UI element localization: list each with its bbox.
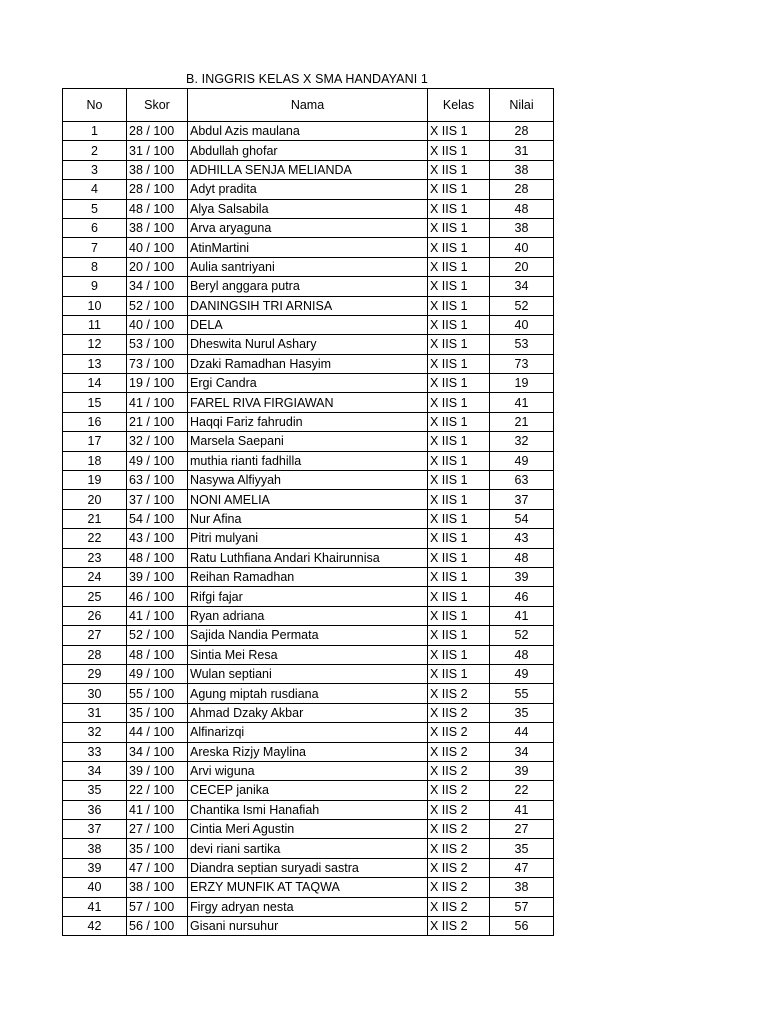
- cell-nilai: 41: [490, 393, 554, 412]
- cell-no: 13: [63, 354, 127, 373]
- cell-kelas: X IIS 2: [428, 800, 490, 819]
- cell-no: 34: [63, 761, 127, 780]
- cell-skor: 39 / 100: [127, 761, 188, 780]
- cell-no: 39: [63, 858, 127, 877]
- table-row: [63, 393, 554, 412]
- table-row: [63, 645, 554, 664]
- cell-nama: devi riani sartika: [188, 839, 428, 858]
- cell-skor: 43 / 100: [127, 529, 188, 548]
- cell-nama: Haqqi Fariz fahrudin: [188, 412, 428, 431]
- cell-no: 5: [63, 199, 127, 218]
- cell-nama: Dzaki Ramadhan Hasyim: [188, 354, 428, 373]
- cell-nama: Chantika Ismi Hanafiah: [188, 800, 428, 819]
- cell-kelas: X IIS 1: [428, 199, 490, 218]
- table-row: [63, 335, 554, 354]
- cell-skor: 38 / 100: [127, 878, 188, 897]
- cell-nilai: 46: [490, 587, 554, 606]
- cell-skor: 34 / 100: [127, 277, 188, 296]
- cell-skor: 56 / 100: [127, 917, 188, 936]
- cell-kelas: X IIS 2: [428, 878, 490, 897]
- cell-no: 16: [63, 412, 127, 431]
- cell-nama: Ratu Luthfiana Andari Khairunnisa: [188, 548, 428, 567]
- cell-no: 18: [63, 451, 127, 470]
- cell-nama: AtinMartini: [188, 238, 428, 257]
- cell-nilai: 56: [490, 917, 554, 936]
- cell-nama: ERZY MUNFIK AT TAQWA: [188, 878, 428, 897]
- cell-nilai: 63: [490, 471, 554, 490]
- cell-nama: Gisani nursuhur: [188, 917, 428, 936]
- cell-nama: Dheswita Nurul Ashary: [188, 335, 428, 354]
- header-nama: Nama: [188, 89, 428, 122]
- cell-nama: Abdullah ghofar: [188, 141, 428, 160]
- cell-skor: 47 / 100: [127, 858, 188, 877]
- header-nilai: Nilai: [490, 89, 554, 122]
- cell-kelas: X IIS 1: [428, 509, 490, 528]
- cell-no: 35: [63, 781, 127, 800]
- cell-skor: 48 / 100: [127, 645, 188, 664]
- cell-nama: Adyt pradita: [188, 180, 428, 199]
- cell-kelas: X IIS 1: [428, 218, 490, 237]
- cell-skor: 53 / 100: [127, 335, 188, 354]
- cell-nama: Arva aryaguna: [188, 218, 428, 237]
- table-header-row: [63, 89, 554, 122]
- cell-kelas: X IIS 1: [428, 180, 490, 199]
- table-row: [63, 354, 554, 373]
- cell-no: 25: [63, 587, 127, 606]
- table-row: [63, 723, 554, 742]
- cell-skor: 54 / 100: [127, 509, 188, 528]
- cell-nilai: 40: [490, 238, 554, 257]
- cell-nilai: 28: [490, 180, 554, 199]
- table-row: [63, 606, 554, 625]
- cell-nilai: 41: [490, 606, 554, 625]
- cell-nilai: 73: [490, 354, 554, 373]
- table-row: [63, 897, 554, 916]
- cell-no: 17: [63, 432, 127, 451]
- cell-no: 11: [63, 315, 127, 334]
- table-row: [63, 199, 554, 218]
- cell-skor: 63 / 100: [127, 471, 188, 490]
- cell-nilai: 44: [490, 723, 554, 742]
- cell-nilai: 34: [490, 742, 554, 761]
- cell-nama: Nur Afina: [188, 509, 428, 528]
- table-row: [63, 451, 554, 470]
- cell-skor: 55 / 100: [127, 684, 188, 703]
- cell-no: 9: [63, 277, 127, 296]
- cell-skor: 73 / 100: [127, 354, 188, 373]
- cell-nilai: 38: [490, 218, 554, 237]
- cell-no: 1: [63, 122, 127, 141]
- cell-kelas: X IIS 1: [428, 315, 490, 334]
- cell-kelas: X IIS 1: [428, 664, 490, 683]
- cell-kelas: X IIS 1: [428, 374, 490, 393]
- page-title: B. INGGRIS KELAS X SMA HANDAYANI 1: [186, 72, 428, 86]
- cell-nilai: 52: [490, 296, 554, 315]
- table-row: [63, 761, 554, 780]
- table-row: [63, 257, 554, 276]
- header-skor: Skor: [127, 89, 188, 122]
- cell-no: 12: [63, 335, 127, 354]
- cell-nama: Ryan adriana: [188, 606, 428, 625]
- cell-kelas: X IIS 2: [428, 917, 490, 936]
- cell-no: 38: [63, 839, 127, 858]
- cell-kelas: X IIS 1: [428, 645, 490, 664]
- cell-no: 24: [63, 567, 127, 586]
- cell-no: 14: [63, 374, 127, 393]
- cell-kelas: X IIS 1: [428, 257, 490, 276]
- cell-nilai: 48: [490, 645, 554, 664]
- cell-nama: Beryl anggara putra: [188, 277, 428, 296]
- cell-skor: 46 / 100: [127, 587, 188, 606]
- cell-nama: Alfinarizqi: [188, 723, 428, 742]
- cell-skor: 41 / 100: [127, 393, 188, 412]
- cell-skor: 28 / 100: [127, 122, 188, 141]
- cell-nilai: 22: [490, 781, 554, 800]
- cell-no: 20: [63, 490, 127, 509]
- cell-kelas: X IIS 2: [428, 897, 490, 916]
- cell-skor: 48 / 100: [127, 548, 188, 567]
- cell-nama: Aulia santriyani: [188, 257, 428, 276]
- cell-nilai: 20: [490, 257, 554, 276]
- cell-kelas: X IIS 1: [428, 626, 490, 645]
- table-row: [63, 839, 554, 858]
- cell-nilai: 37: [490, 490, 554, 509]
- cell-nama: Rifgi fajar: [188, 587, 428, 606]
- cell-skor: 44 / 100: [127, 723, 188, 742]
- cell-kelas: X IIS 1: [428, 122, 490, 141]
- cell-skor: 41 / 100: [127, 606, 188, 625]
- cell-skor: 21 / 100: [127, 412, 188, 431]
- table-body: [63, 122, 554, 936]
- cell-nama: Sajida Nandia Permata: [188, 626, 428, 645]
- cell-nama: Alya Salsabila: [188, 199, 428, 218]
- cell-kelas: X IIS 1: [428, 432, 490, 451]
- cell-nilai: 47: [490, 858, 554, 877]
- cell-nama: muthia rianti fadhilla: [188, 451, 428, 470]
- cell-kelas: X IIS 2: [428, 839, 490, 858]
- cell-nama: Nasywa Alfiyyah: [188, 471, 428, 490]
- table-row: [63, 548, 554, 567]
- table-row: [63, 141, 554, 160]
- cell-nama: Diandra septian suryadi sastra: [188, 858, 428, 877]
- cell-nilai: 57: [490, 897, 554, 916]
- cell-skor: 49 / 100: [127, 451, 188, 470]
- cell-no: 28: [63, 645, 127, 664]
- cell-skor: 38 / 100: [127, 218, 188, 237]
- cell-skor: 57 / 100: [127, 897, 188, 916]
- cell-skor: 32 / 100: [127, 432, 188, 451]
- cell-nilai: 28: [490, 122, 554, 141]
- table-row: [63, 180, 554, 199]
- cell-kelas: X IIS 1: [428, 490, 490, 509]
- cell-nama: Cintia Meri Agustin: [188, 820, 428, 839]
- cell-nama: Reihan Ramadhan: [188, 567, 428, 586]
- table-row: [63, 878, 554, 897]
- header-no: No: [63, 89, 127, 122]
- cell-nama: Wulan septiani: [188, 664, 428, 683]
- table-row: [63, 626, 554, 645]
- table-row: [63, 664, 554, 683]
- table-row: [63, 781, 554, 800]
- cell-nilai: 53: [490, 335, 554, 354]
- cell-nilai: 35: [490, 839, 554, 858]
- cell-kelas: X IIS 1: [428, 335, 490, 354]
- cell-no: 10: [63, 296, 127, 315]
- table-row: [63, 160, 554, 179]
- cell-nama: ADHILLA SENJA MELIANDA: [188, 160, 428, 179]
- cell-skor: 52 / 100: [127, 626, 188, 645]
- cell-kelas: X IIS 1: [428, 412, 490, 431]
- cell-nilai: 41: [490, 800, 554, 819]
- cell-skor: 52 / 100: [127, 296, 188, 315]
- cell-kelas: X IIS 1: [428, 548, 490, 567]
- cell-no: 27: [63, 626, 127, 645]
- table-row: [63, 277, 554, 296]
- table-row: [63, 858, 554, 877]
- cell-no: 23: [63, 548, 127, 567]
- cell-nilai: 39: [490, 761, 554, 780]
- cell-no: 40: [63, 878, 127, 897]
- table-row: [63, 471, 554, 490]
- cell-nilai: 38: [490, 160, 554, 179]
- cell-skor: 19 / 100: [127, 374, 188, 393]
- cell-nilai: 31: [490, 141, 554, 160]
- cell-no: 22: [63, 529, 127, 548]
- table-row: [63, 917, 554, 936]
- cell-nama: Areska Rizjy Maylina: [188, 742, 428, 761]
- cell-nilai: 55: [490, 684, 554, 703]
- cell-kelas: X IIS 2: [428, 703, 490, 722]
- cell-no: 41: [63, 897, 127, 916]
- cell-skor: 38 / 100: [127, 160, 188, 179]
- cell-nilai: 21: [490, 412, 554, 431]
- table-row: [63, 490, 554, 509]
- cell-kelas: X IIS 1: [428, 567, 490, 586]
- cell-kelas: X IIS 1: [428, 529, 490, 548]
- cell-nilai: 52: [490, 626, 554, 645]
- cell-kelas: X IIS 2: [428, 723, 490, 742]
- table-row: [63, 315, 554, 334]
- table-row: [63, 800, 554, 819]
- cell-skor: 40 / 100: [127, 238, 188, 257]
- cell-kelas: X IIS 1: [428, 238, 490, 257]
- table-row: [63, 529, 554, 548]
- table-row: [63, 587, 554, 606]
- cell-kelas: X IIS 1: [428, 451, 490, 470]
- cell-kelas: X IIS 2: [428, 761, 490, 780]
- cell-nama: Ergi Candra: [188, 374, 428, 393]
- cell-no: 8: [63, 257, 127, 276]
- cell-kelas: X IIS 1: [428, 606, 490, 625]
- cell-kelas: X IIS 1: [428, 471, 490, 490]
- cell-no: 36: [63, 800, 127, 819]
- cell-no: 42: [63, 917, 127, 936]
- cell-no: 15: [63, 393, 127, 412]
- cell-skor: 20 / 100: [127, 257, 188, 276]
- cell-skor: 48 / 100: [127, 199, 188, 218]
- cell-skor: 34 / 100: [127, 742, 188, 761]
- cell-nilai: 43: [490, 529, 554, 548]
- cell-nama: Sintia Mei Resa: [188, 645, 428, 664]
- cell-nilai: 27: [490, 820, 554, 839]
- cell-nilai: 34: [490, 277, 554, 296]
- cell-nama: DANINGSIH TRI ARNISA: [188, 296, 428, 315]
- cell-skor: 40 / 100: [127, 315, 188, 334]
- cell-kelas: X IIS 2: [428, 858, 490, 877]
- cell-nama: Marsela Saepani: [188, 432, 428, 451]
- cell-kelas: X IIS 2: [428, 781, 490, 800]
- cell-nilai: 49: [490, 664, 554, 683]
- cell-nama: Firgy adryan nesta: [188, 897, 428, 916]
- cell-kelas: X IIS 2: [428, 684, 490, 703]
- cell-nilai: 48: [490, 199, 554, 218]
- cell-skor: 28 / 100: [127, 180, 188, 199]
- table-row: [63, 509, 554, 528]
- table-row: [63, 567, 554, 586]
- cell-no: 2: [63, 141, 127, 160]
- cell-no: 26: [63, 606, 127, 625]
- cell-nama: CECEP janika: [188, 781, 428, 800]
- cell-no: 3: [63, 160, 127, 179]
- cell-nama: Ahmad Dzaky Akbar: [188, 703, 428, 722]
- cell-nama: Arvi wiguna: [188, 761, 428, 780]
- table-row: [63, 296, 554, 315]
- cell-kelas: X IIS 1: [428, 141, 490, 160]
- cell-skor: 22 / 100: [127, 781, 188, 800]
- cell-nilai: 38: [490, 878, 554, 897]
- header-kelas: Kelas: [428, 89, 490, 122]
- cell-skor: 27 / 100: [127, 820, 188, 839]
- cell-nilai: 39: [490, 567, 554, 586]
- cell-nama: Agung miptah rusdiana: [188, 684, 428, 703]
- cell-skor: 41 / 100: [127, 800, 188, 819]
- cell-skor: 37 / 100: [127, 490, 188, 509]
- cell-nama: DELA: [188, 315, 428, 334]
- table-row: [63, 684, 554, 703]
- cell-no: 4: [63, 180, 127, 199]
- cell-kelas: X IIS 1: [428, 393, 490, 412]
- cell-no: 37: [63, 820, 127, 839]
- cell-nilai: 49: [490, 451, 554, 470]
- cell-skor: 49 / 100: [127, 664, 188, 683]
- cell-no: 19: [63, 471, 127, 490]
- cell-skor: 35 / 100: [127, 703, 188, 722]
- table-row: [63, 238, 554, 257]
- score-table: [62, 88, 554, 936]
- table-row: [63, 432, 554, 451]
- table-row: [63, 412, 554, 431]
- cell-kelas: X IIS 2: [428, 820, 490, 839]
- cell-nama: FAREL RIVA FIRGIAWAN: [188, 393, 428, 412]
- cell-kelas: X IIS 1: [428, 354, 490, 373]
- table-row: [63, 742, 554, 761]
- cell-no: 21: [63, 509, 127, 528]
- cell-no: 32: [63, 723, 127, 742]
- cell-no: 29: [63, 664, 127, 683]
- cell-no: 6: [63, 218, 127, 237]
- cell-nama: NONI AMELIA: [188, 490, 428, 509]
- cell-nilai: 40: [490, 315, 554, 334]
- cell-kelas: X IIS 1: [428, 587, 490, 606]
- cell-kelas: X IIS 2: [428, 742, 490, 761]
- cell-nilai: 54: [490, 509, 554, 528]
- cell-nilai: 32: [490, 432, 554, 451]
- cell-kelas: X IIS 1: [428, 277, 490, 296]
- table-row: [63, 703, 554, 722]
- table-row: [63, 218, 554, 237]
- cell-nama: Abdul Azis maulana: [188, 122, 428, 141]
- cell-no: 7: [63, 238, 127, 257]
- cell-no: 31: [63, 703, 127, 722]
- cell-kelas: X IIS 1: [428, 160, 490, 179]
- cell-no: 33: [63, 742, 127, 761]
- cell-nama: Pitri mulyani: [188, 529, 428, 548]
- table-row: [63, 122, 554, 141]
- cell-skor: 31 / 100: [127, 141, 188, 160]
- table-row: [63, 820, 554, 839]
- cell-kelas: X IIS 1: [428, 296, 490, 315]
- cell-skor: 39 / 100: [127, 567, 188, 586]
- cell-skor: 35 / 100: [127, 839, 188, 858]
- cell-nilai: 35: [490, 703, 554, 722]
- table-row: [63, 374, 554, 393]
- cell-nilai: 19: [490, 374, 554, 393]
- cell-no: 30: [63, 684, 127, 703]
- cell-nilai: 48: [490, 548, 554, 567]
